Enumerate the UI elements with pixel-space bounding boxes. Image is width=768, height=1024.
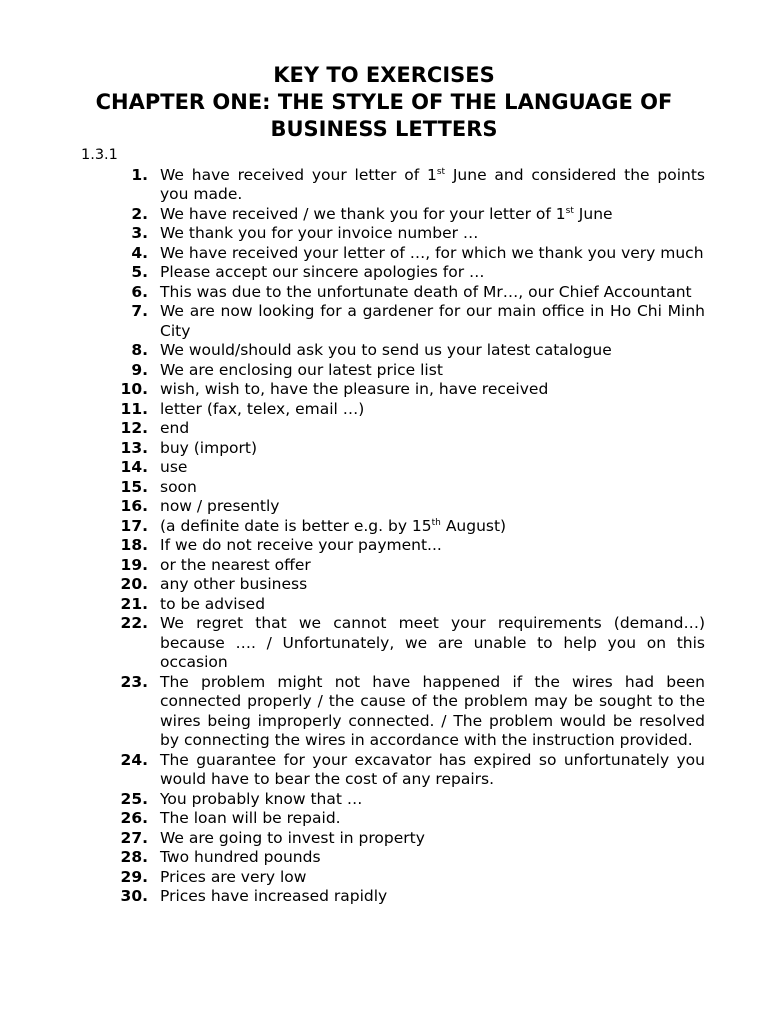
item-text-part: We are going to invest in property [160, 828, 425, 847]
item-text-part: We would/should ask you to send us your latest catalogue [160, 341, 612, 359]
list-item [0, 517, 768, 537]
item-text-part: August) [440, 516, 507, 535]
list-item [0, 283, 768, 303]
item-number: 2. [131, 204, 148, 223]
item-text-part: soon [160, 477, 197, 496]
item-text-part: We are now looking for a gardener for our main office in Ho Chi Minh City [160, 302, 705, 340]
item-text [160, 673, 705, 750]
item-text-part: If we do not receive your payment... [160, 536, 442, 554]
item-number: 18. [120, 536, 148, 554]
ordinal-suffix: st [565, 205, 574, 216]
ordinal-suffix: st [436, 166, 446, 177]
item-text-part: wish, wish to, have the pleasure in, have received [160, 380, 549, 398]
item-number: 28. [120, 848, 148, 866]
item-number: 22. [120, 614, 148, 632]
item-text-part: The loan will be repaid. [160, 809, 341, 827]
item-text [160, 848, 321, 866]
list-item [0, 887, 768, 907]
answer-list [0, 166, 768, 907]
item-text [160, 244, 704, 262]
item-text-part: We have received / we thank you for your letter of 1 [160, 204, 566, 223]
item-text [160, 341, 612, 359]
item-text-part: end [160, 419, 190, 437]
item-text-part: The guarantee for your excavator has expired so unfortunately you would have to bear the cost of any repairs. [160, 750, 705, 788]
list-item [0, 166, 768, 205]
item-number: 4. [131, 243, 148, 262]
item-number: 17. [120, 516, 148, 535]
item-text-part: or the nearest offer [160, 555, 311, 574]
item-text [160, 263, 485, 281]
item-number: 5. [131, 263, 148, 281]
item-number: 11. [120, 399, 148, 418]
item-text-part: June [573, 204, 613, 223]
item-number: 7. [131, 302, 148, 320]
list-item [0, 536, 768, 556]
item-number: 23. [120, 672, 148, 691]
list-item [0, 614, 768, 673]
item-number: 14. [120, 458, 148, 476]
item-text-part: use [160, 458, 188, 476]
list-item [0, 400, 768, 420]
list-item [0, 868, 768, 888]
item-text [160, 419, 189, 437]
list-item [0, 809, 768, 829]
item-number: 27. [120, 828, 148, 847]
item-text [160, 458, 187, 476]
item-text [160, 614, 705, 671]
item-text [160, 361, 443, 379]
item-number: 12. [120, 419, 148, 437]
item-text-part: We are enclosing our latest price list [160, 360, 443, 379]
item-number: 6. [131, 282, 148, 301]
list-item [0, 848, 768, 868]
item-text [160, 790, 362, 808]
item-text [160, 829, 425, 847]
list-item [0, 361, 768, 381]
item-number: 10. [120, 380, 148, 398]
item-text-part: Two hundred pounds [160, 848, 321, 866]
list-item [0, 380, 768, 400]
item-number: 1. [131, 165, 148, 184]
item-text-part: You probably know that … [160, 789, 363, 808]
item-number: 26. [120, 809, 148, 827]
item-text-part: letter (fax, telex, email …) [160, 399, 365, 418]
item-number: 3. [131, 224, 148, 242]
list-item [0, 478, 768, 498]
title-line-1: KEY TO EXERCISES [273, 63, 495, 87]
item-text [160, 556, 311, 574]
list-item [0, 556, 768, 576]
section-number: 1.3.1 [81, 147, 118, 163]
item-text-part: (a definite date is better e.g. by 15 [160, 516, 432, 535]
item-text [160, 302, 705, 340]
item-text [160, 205, 613, 223]
item-text [160, 166, 705, 204]
list-item [0, 790, 768, 810]
item-text [160, 224, 478, 242]
list-item [0, 341, 768, 361]
list-item [0, 595, 768, 615]
list-item [0, 205, 768, 225]
title-line-2: CHAPTER ONE: THE STYLE OF THE LANGUAGE OF BUSINESS LETTERS [95, 90, 673, 141]
item-text-part: now / presently [160, 497, 280, 515]
ordinal-suffix: th [431, 517, 441, 528]
item-text [160, 497, 279, 515]
item-text [160, 887, 387, 905]
item-text-part: June and considered the points you made. [160, 165, 705, 203]
item-text-part: This was due to the unfortunate death of Mr…, our Chief Accountant [160, 282, 692, 301]
item-number: 25. [120, 789, 148, 808]
list-item [0, 439, 768, 459]
item-number: 15. [120, 477, 148, 496]
item-number: 24. [120, 750, 148, 769]
item-text-part: The problem might not have happened if the wires had been connected properly / the cause of the problem may be sought to the wires being improperly connected. / The problem would be resolved by connecting the wires in accordance with the instruction provided. [160, 672, 705, 749]
item-text [160, 400, 364, 418]
item-text [160, 478, 197, 496]
list-item [0, 497, 768, 517]
page-title [0, 62, 768, 143]
list-item [0, 419, 768, 439]
list-item [0, 302, 768, 341]
item-text-part: buy (import) [160, 438, 258, 457]
item-text-part: We thank you for your invoice number … [160, 224, 479, 242]
list-item [0, 751, 768, 790]
item-text [160, 283, 692, 301]
item-text [160, 595, 265, 613]
item-text [160, 809, 341, 827]
item-text-part: to be advised [160, 594, 266, 613]
item-text-part: We have received your letter of …, for which we thank you very much [160, 243, 704, 262]
item-number: 20. [120, 575, 148, 593]
list-item [0, 224, 768, 244]
item-text [160, 751, 705, 789]
item-text [160, 536, 442, 554]
item-text [160, 575, 307, 593]
list-item [0, 829, 768, 849]
item-text [160, 517, 506, 535]
list-item [0, 263, 768, 283]
item-text-part: Prices are very low [160, 867, 307, 886]
item-text-part: any other business [160, 575, 308, 593]
item-number: 30. [120, 887, 148, 905]
list-item [0, 575, 768, 595]
item-text-part: Prices have increased rapidly [160, 887, 388, 905]
item-number: 21. [120, 594, 148, 613]
item-text [160, 380, 548, 398]
item-number: 13. [120, 438, 148, 457]
list-item [0, 244, 768, 264]
item-text [160, 868, 306, 886]
item-number: 16. [120, 497, 148, 515]
item-number: 9. [131, 360, 148, 379]
item-text-part: We have received your letter of 1 [160, 165, 437, 184]
list-item [0, 458, 768, 478]
item-number: 8. [131, 341, 148, 359]
item-text [160, 439, 257, 457]
list-item [0, 673, 768, 751]
item-text-part: We regret that we cannot meet your requirements (demand…) because …. / Unfortunately, we are unable to help you on this occasion [160, 614, 705, 671]
item-number: 19. [120, 555, 148, 574]
item-number: 29. [120, 867, 148, 886]
item-text-part: Please accept our sincere apologies for … [160, 263, 485, 281]
